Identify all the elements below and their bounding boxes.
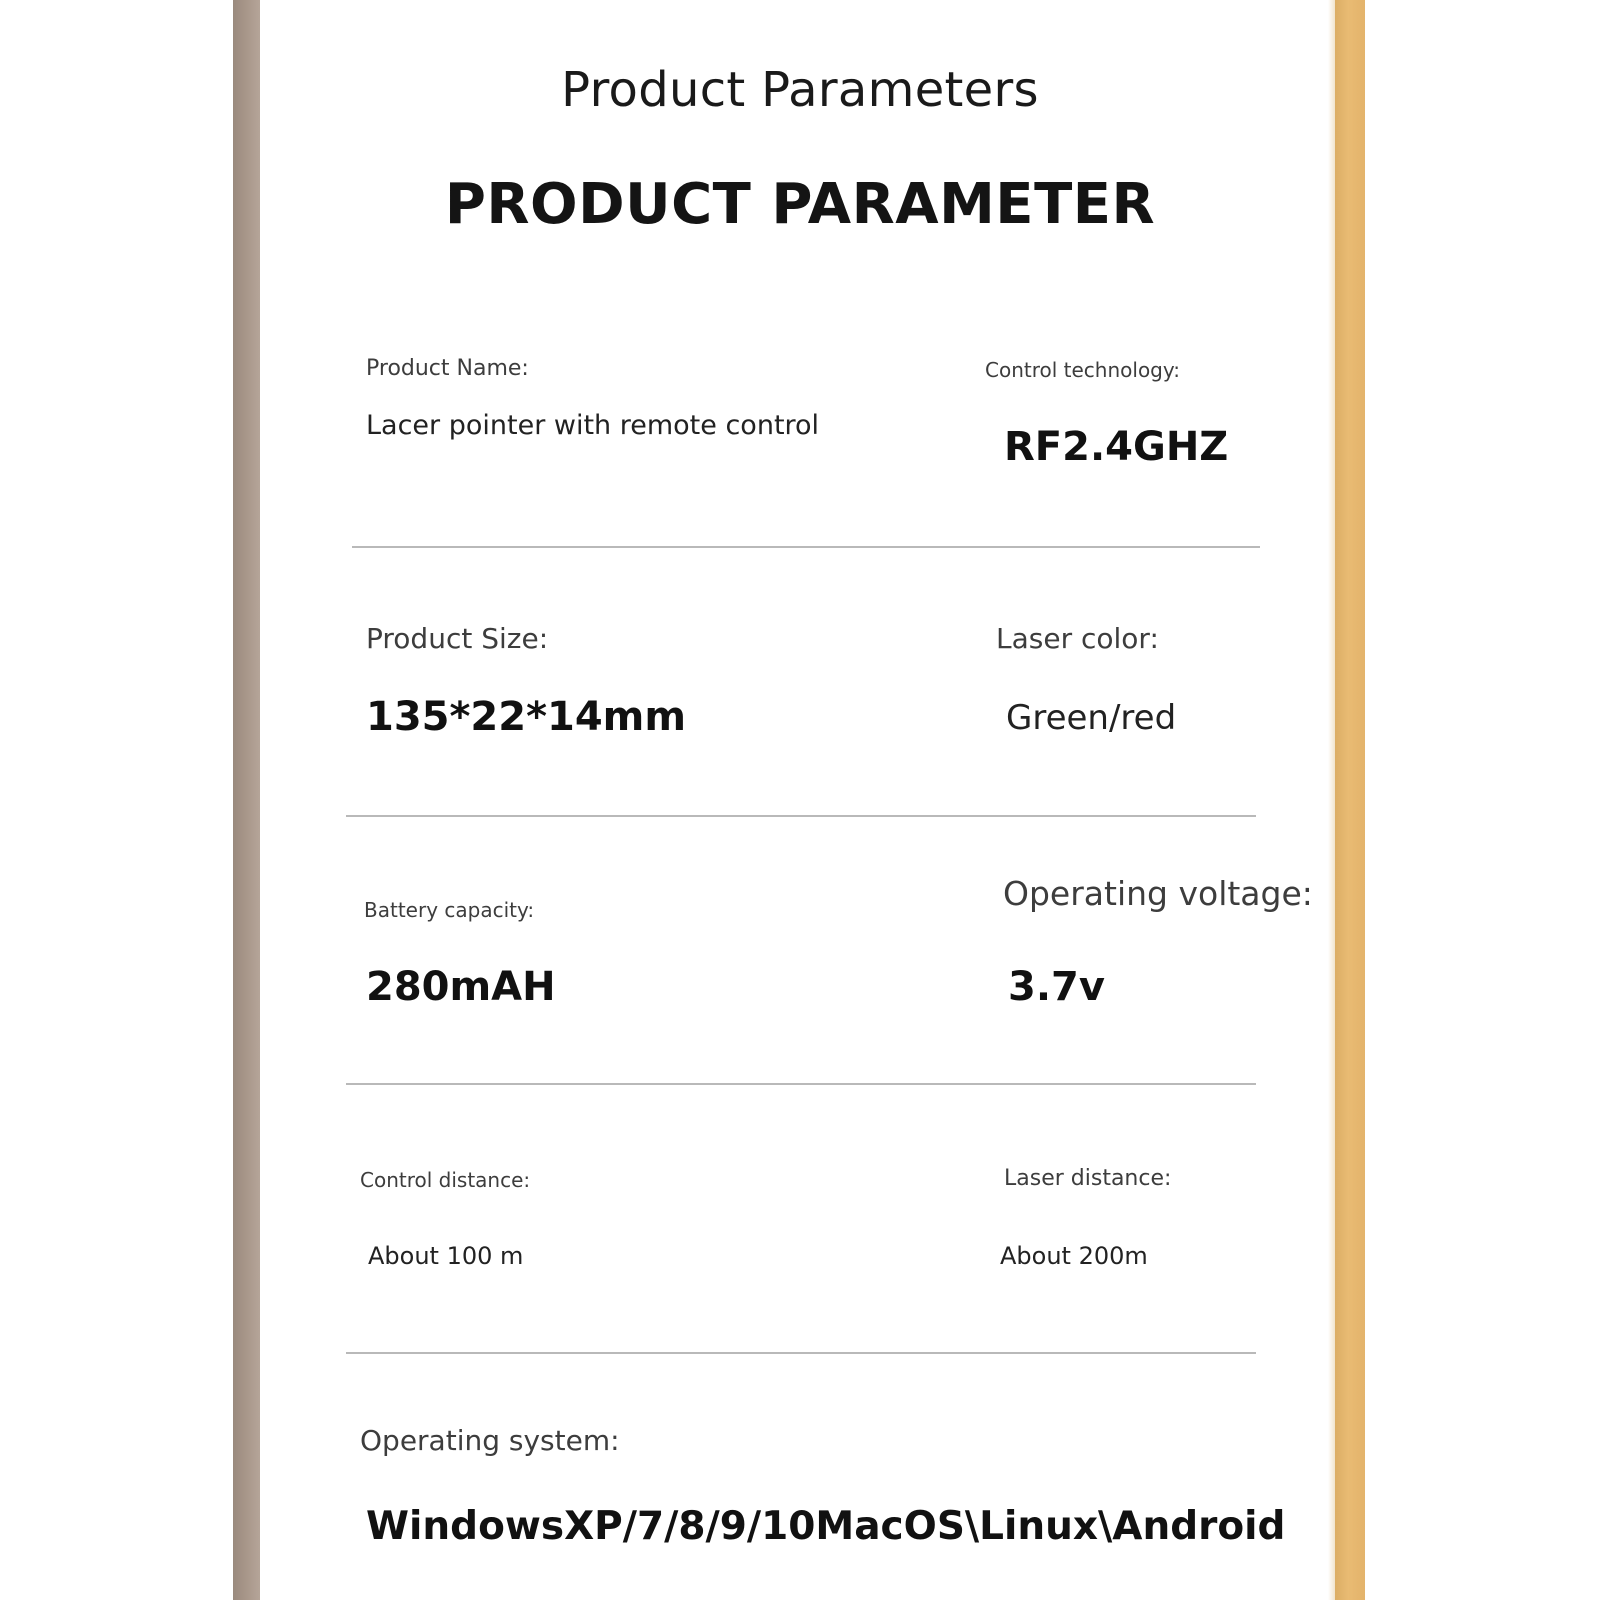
control-technology-value: RF2.4GHZ bbox=[1004, 424, 1229, 470]
laser-color-label: Laser color: bbox=[996, 622, 1159, 655]
control-distance-value: About 100 m bbox=[368, 1242, 524, 1270]
divider-1 bbox=[352, 546, 1260, 548]
operating-voltage-value: 3.7v bbox=[1008, 964, 1105, 1010]
product-name-label: Product Name: bbox=[366, 356, 529, 381]
battery-capacity-label: Battery capacity: bbox=[364, 898, 535, 922]
divider-4 bbox=[346, 1352, 1256, 1354]
product-size-value: 135*22*14mm bbox=[366, 694, 687, 740]
laser-color-value: Green/red bbox=[1006, 698, 1177, 738]
laser-distance-label: Laser distance: bbox=[1004, 1166, 1172, 1191]
control-technology-label: Control technology: bbox=[985, 358, 1180, 382]
right-decorative-band bbox=[1335, 0, 1365, 1600]
operating-system-label: Operating system: bbox=[360, 1424, 620, 1457]
divider-3 bbox=[346, 1083, 1256, 1085]
battery-capacity-value: 280mAH bbox=[366, 964, 556, 1010]
control-distance-label: Control distance: bbox=[360, 1168, 531, 1192]
laser-distance-value: About 200m bbox=[1000, 1242, 1148, 1270]
operating-voltage-label: Operating voltage: bbox=[1003, 874, 1313, 913]
right-band-shadow bbox=[1328, 0, 1335, 1600]
product-size-label: Product Size: bbox=[366, 622, 549, 655]
page-title: Product Parameters bbox=[561, 62, 1039, 118]
page-subtitle: PRODUCT PARAMETER bbox=[444, 172, 1156, 237]
divider-2 bbox=[346, 815, 1256, 817]
operating-system-value: WindowsXP/7/8/9/10MacOS\Linux\Android bbox=[366, 1504, 1286, 1549]
product-name-value: Lacer pointer with remote control bbox=[366, 410, 820, 441]
left-decorative-band bbox=[233, 0, 260, 1600]
